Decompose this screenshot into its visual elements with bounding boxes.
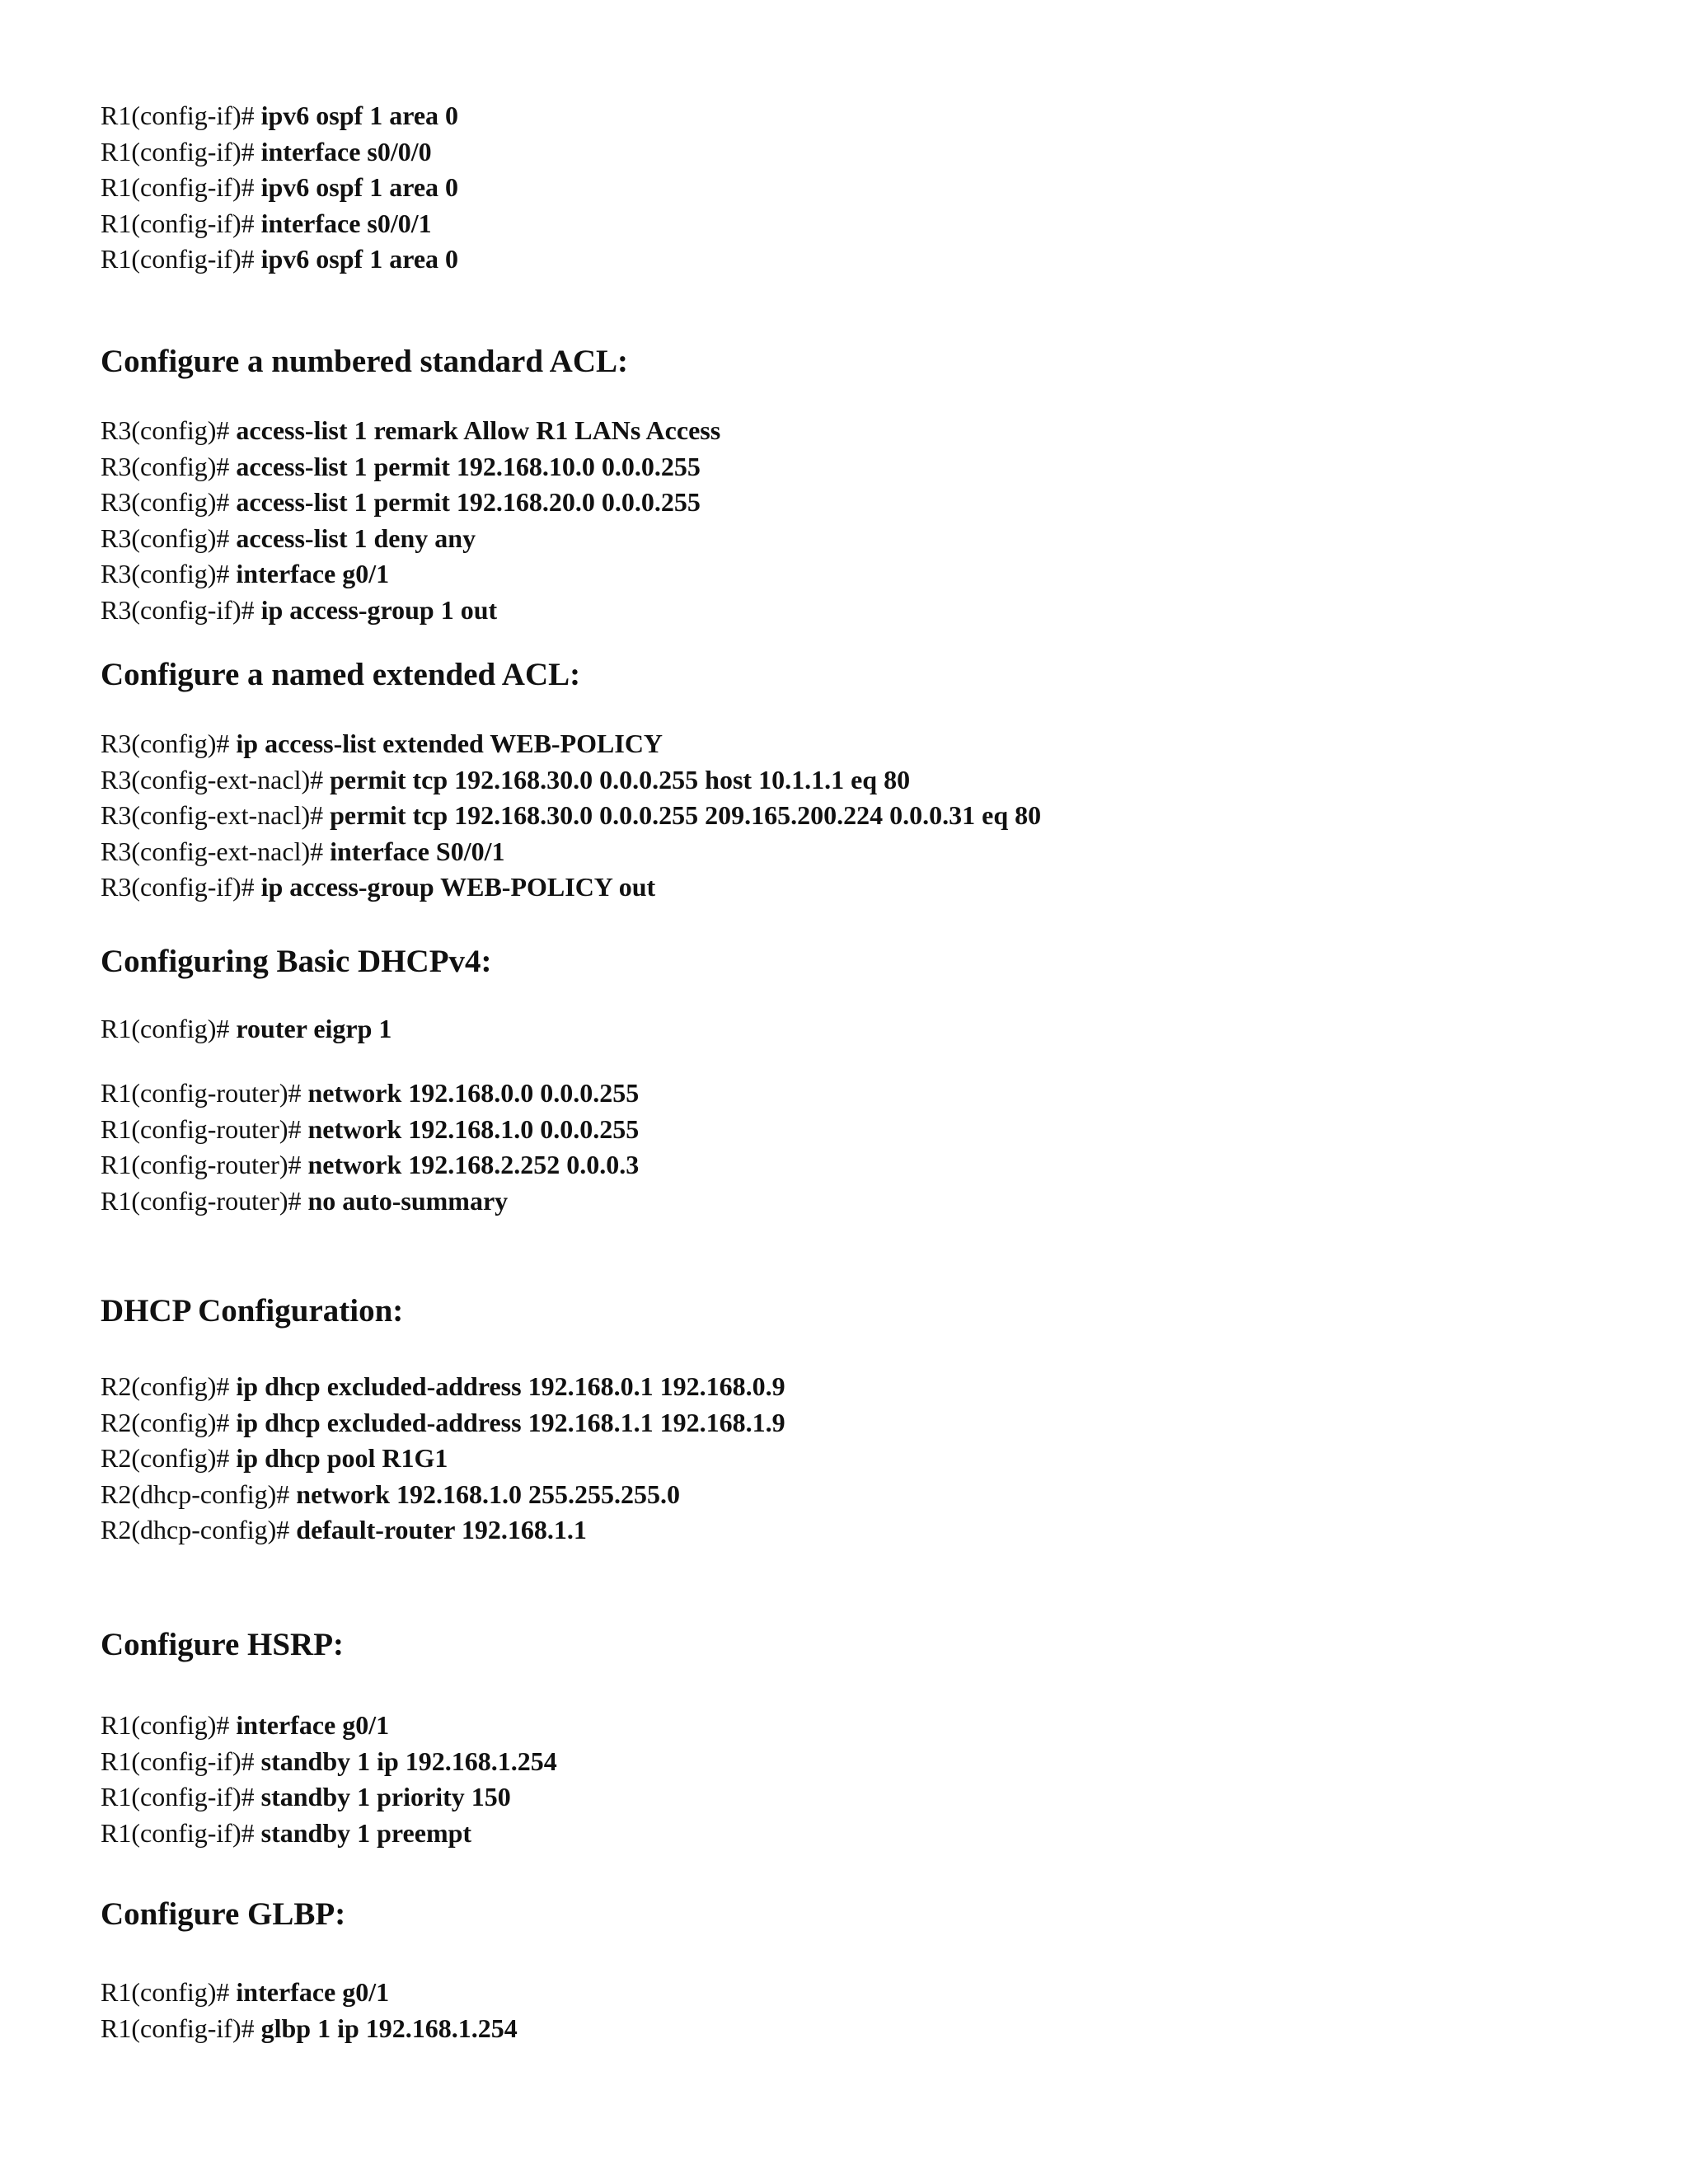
cli-prompt: R2(dhcp-config)# [101, 1479, 297, 1509]
cli-prompt: R2(dhcp-config)# [101, 1515, 297, 1544]
command-line [101, 485, 701, 518]
cli-prompt: R2(config)# [101, 1408, 237, 1437]
cli-prompt: R1(config)# [101, 1977, 237, 2007]
cli-prompt: R1(config-if)# [101, 244, 261, 274]
cli-command: ip access-group 1 out [260, 595, 498, 625]
section-heading-dhcp-configuration: DHCP Configuration: [101, 1293, 404, 1329]
command-line [101, 1513, 587, 1546]
cli-command: standby 1 preempt [260, 1818, 472, 1848]
cli-prompt: R3(config-ext-nacl)# [101, 765, 331, 794]
cli-command: ipv6 ospf 1 area 0 [260, 244, 459, 274]
command-line [101, 1148, 639, 1181]
cli-prompt: R3(config)# [101, 415, 237, 445]
cli-command: interface g0/1 [236, 559, 390, 588]
cli-prompt: R1(config-router)# [101, 1186, 308, 1216]
cli-command: no auto-summary [307, 1186, 509, 1216]
cli-prompt: R1(config-if)# [101, 2013, 261, 2043]
command-line [101, 171, 458, 204]
cli-command: access-list 1 deny any [236, 523, 476, 553]
cli-command: network 192.168.1.0 0.0.0.255 [307, 1114, 640, 1144]
cli-command: ip access-list extended WEB-POLICY [236, 729, 663, 758]
section-heading-glbp: Configure GLBP: [101, 1896, 346, 1932]
cli-command: access-list 1 remark Allow R1 LANs Access [236, 415, 721, 445]
cli-prompt: R1(config)# [101, 1014, 237, 1043]
command-line [101, 1478, 680, 1511]
cli-command: ipv6 ospf 1 area 0 [260, 172, 459, 202]
command-line [101, 135, 432, 168]
command-line [101, 2012, 518, 2045]
cli-command: ip access-group WEB-POLICY out [260, 872, 656, 902]
command-line [101, 242, 458, 275]
cli-command: network 192.168.2.252 0.0.0.3 [307, 1150, 640, 1179]
command-line [101, 414, 720, 447]
command-line [101, 1816, 471, 1849]
command-line [101, 557, 389, 590]
cli-command: ip dhcp excluded-address 192.168.0.1 192.168.0.9 [236, 1371, 785, 1401]
command-line [101, 99, 458, 132]
cli-command: standby 1 priority 150 [260, 1782, 511, 1811]
command-line [101, 1113, 639, 1146]
section-heading-hsrp: Configure HSRP: [101, 1627, 345, 1662]
command-line [101, 1370, 785, 1403]
cli-prompt: R2(config)# [101, 1371, 237, 1401]
cli-prompt: R3(config)# [101, 452, 237, 481]
cli-prompt: R3(config)# [101, 523, 237, 553]
cli-prompt: R2(config)# [101, 1443, 237, 1473]
command-line [101, 1012, 392, 1045]
command-line [101, 727, 663, 760]
cli-command: interface S0/0/1 [330, 837, 505, 866]
command-line [101, 593, 497, 626]
section-heading-standard-acl: Configure a numbered standard ACL: [101, 344, 628, 379]
command-line [101, 870, 655, 903]
command-line [101, 1406, 785, 1439]
command-line [101, 1745, 557, 1778]
command-line [101, 1975, 389, 2008]
cli-prompt: R1(config-if)# [101, 209, 261, 238]
cli-prompt: R1(config-if)# [101, 137, 261, 166]
command-line [101, 1708, 389, 1741]
cli-prompt: R3(config)# [101, 729, 237, 758]
cli-prompt: R3(config)# [101, 559, 237, 588]
section-heading-dhcpv4-basic: Configuring Basic DHCPv4: [101, 944, 492, 979]
cli-command: standby 1 ip 192.168.1.254 [260, 1746, 557, 1776]
cli-command: permit tcp 192.168.30.0 0.0.0.255 host 10.1.1.1 eq 80 [330, 765, 911, 794]
cli-command: ipv6 ospf 1 area 0 [260, 101, 459, 130]
command-line [101, 799, 1041, 832]
cli-command: interface g0/1 [236, 1977, 390, 2007]
cli-command: ip dhcp pool R1G1 [236, 1443, 448, 1473]
cli-command: ip dhcp excluded-address 192.168.1.1 192.168.1.9 [236, 1408, 785, 1437]
command-line [101, 450, 701, 483]
cli-command: network 192.168.1.0 255.255.255.0 [296, 1479, 681, 1509]
cli-command: interface g0/1 [236, 1710, 390, 1740]
cli-command: interface s0/0/1 [260, 209, 432, 238]
cli-command: network 192.168.0.0 0.0.0.255 [307, 1078, 640, 1108]
cli-command: router eigrp 1 [236, 1014, 392, 1043]
cli-prompt: R3(config-if)# [101, 872, 261, 902]
cli-prompt: R1(config-if)# [101, 172, 261, 202]
cli-prompt: R1(config-router)# [101, 1114, 308, 1144]
command-line [101, 1184, 508, 1217]
command-line [101, 1780, 511, 1813]
command-line [101, 1441, 448, 1474]
cli-command: access-list 1 permit 192.168.20.0 0.0.0.255 [236, 487, 701, 517]
cli-prompt: R1(config-router)# [101, 1078, 308, 1108]
cli-command: permit tcp 192.168.30.0 0.0.0.255 209.165.200.224 0.0.0.31 eq 80 [330, 800, 1042, 830]
command-line [101, 1076, 639, 1109]
cli-prompt: R1(config-if)# [101, 101, 261, 130]
cli-prompt: R1(config)# [101, 1710, 237, 1740]
command-line [101, 207, 432, 240]
command-line [101, 522, 476, 555]
cli-prompt: R3(config-if)# [101, 595, 261, 625]
cli-command: interface s0/0/0 [260, 137, 432, 166]
cli-prompt: R1(config-if)# [101, 1782, 261, 1811]
cli-prompt: R3(config-ext-nacl)# [101, 837, 331, 866]
command-line [101, 835, 505, 868]
cli-command: glbp 1 ip 192.168.1.254 [260, 2013, 518, 2043]
cli-prompt: R1(config-if)# [101, 1818, 261, 1848]
cli-command: default-router 192.168.1.1 [296, 1515, 587, 1544]
cli-prompt: R3(config-ext-nacl)# [101, 800, 331, 830]
cli-command: access-list 1 permit 192.168.10.0 0.0.0.255 [236, 452, 701, 481]
cli-prompt: R1(config-router)# [101, 1150, 308, 1179]
section-heading-extended-acl: Configure a named extended ACL: [101, 657, 581, 692]
command-line [101, 763, 910, 796]
cli-prompt: R1(config-if)# [101, 1746, 261, 1776]
cli-prompt: R3(config)# [101, 487, 237, 517]
